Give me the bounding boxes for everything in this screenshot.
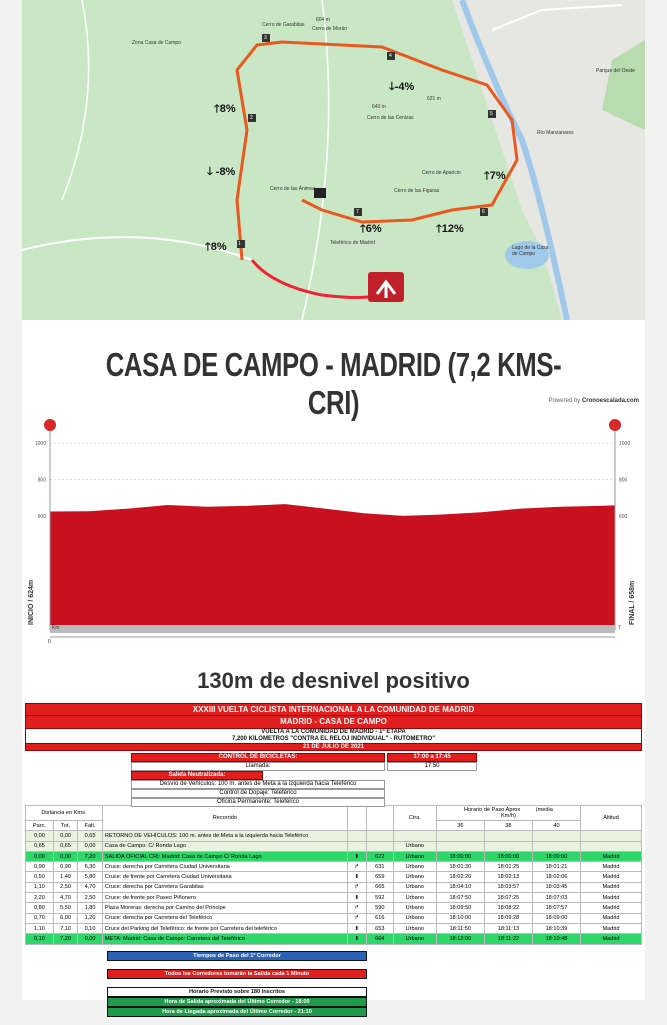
time-36 xyxy=(436,841,484,851)
table-row xyxy=(26,893,642,903)
city-name: Madrid xyxy=(581,862,642,872)
finish-flag-icon xyxy=(314,188,326,198)
altitude-header: Altitud xyxy=(581,806,642,831)
planned-schedule: Horario Previsto sobre 180 Inscritos xyxy=(107,987,367,997)
map-label: Lago de la Casa de Campo xyxy=(512,245,549,257)
gradient-label: 🡓 -8% xyxy=(207,166,236,178)
road-type: Urbano xyxy=(393,923,436,933)
distance-remaining: 1,20 xyxy=(78,913,103,923)
time-38 xyxy=(484,841,532,851)
map-label: Cerro de las Figuras xyxy=(394,188,440,194)
time-40: 18:10:48 xyxy=(532,934,580,944)
bike-control-label: CONTROL DE BICICLETAS: xyxy=(131,753,385,762)
distance-total: 7,20 xyxy=(53,934,77,944)
partial-header: Parc. xyxy=(26,821,54,831)
time-40: 18:03:45 xyxy=(532,882,580,892)
map-label: Cerro de Morán xyxy=(312,26,348,32)
stage-date: 21 DE JULIO DE 2021 xyxy=(25,743,642,751)
time-36: 18:00:00 xyxy=(436,851,484,861)
time-36: 18:02:20 xyxy=(436,872,484,882)
distance-partial: 0,50 xyxy=(26,872,54,882)
route-header: Recorrido xyxy=(102,806,347,831)
road-type xyxy=(393,831,436,841)
gradient-label: 🡑8% xyxy=(205,241,227,253)
content-card xyxy=(22,0,645,1015)
km-axis-label: Km xyxy=(52,625,60,631)
time-40: 18:00:00 xyxy=(532,851,580,861)
city-name xyxy=(581,841,642,851)
first-rider-times: Tiempos de Paso del 1º Corredor xyxy=(107,951,367,961)
gradient-label: 🡑6% xyxy=(360,223,382,235)
map-label: Zona Casa de Campo xyxy=(132,40,181,46)
time-38: 18:00:00 xyxy=(484,851,532,861)
route-description: Cruce del Parking del Teleférico: de frente por Carretera del teleférico xyxy=(102,923,347,933)
table-row xyxy=(26,913,642,923)
distance-remaining: 6,30 xyxy=(78,862,103,872)
control-section xyxy=(25,751,642,805)
call-label: Llamada: xyxy=(131,762,385,771)
direction-icon: ⬆ xyxy=(347,893,366,903)
distance-total: 1,40 xyxy=(53,872,77,882)
route-description: Cruce: de frente por Paseo Piñonero xyxy=(102,893,347,903)
time-38: 18:11:22 xyxy=(484,934,532,944)
map-label: 643 m xyxy=(372,104,386,110)
distance-remaining: 2,50 xyxy=(78,893,103,903)
y-tick-label: 800 xyxy=(37,477,46,484)
distance-total: 0,00 xyxy=(53,851,77,861)
road-type: Urbano xyxy=(393,841,436,851)
start-interval: Todos los Corredores tomarán la Salida cada 1 Minuto xyxy=(107,969,367,979)
gradient-label: 🡓-4% xyxy=(389,81,415,93)
map-label: Teleférico de Madrid xyxy=(330,240,376,246)
start-altitude-label: INICIO / 624m xyxy=(28,579,35,625)
permanent-office: Oficina Permanente: Teleférico xyxy=(131,798,385,807)
altitude-value: 664 xyxy=(366,934,393,944)
route-map[interactable] xyxy=(22,0,645,320)
altitude-value: 631 xyxy=(366,862,393,872)
road-type: Urbano xyxy=(393,851,436,861)
doping-control: Control de Dopaje: Teleférico xyxy=(131,789,385,798)
map-label: Cerro de Aparicio xyxy=(422,170,461,176)
distance-remaining: 7,20 xyxy=(78,851,103,861)
time-38: 18:08:22 xyxy=(484,903,532,913)
altitude-value: 665 xyxy=(366,882,393,892)
gradient-label: 🡑8% xyxy=(214,103,236,115)
vehicle-detour: Desvío de Vehículos: 100 m. antes de Meta a la izquierda hacia Teleférico xyxy=(131,780,385,789)
stage-info: VUELTA A LA COMUNIDAD DE MADRID - 1ª ETAPA xyxy=(25,729,642,736)
distance-total: 0,65 xyxy=(53,841,77,851)
distance-remaining: 5,80 xyxy=(78,872,103,882)
time-38: 18:03:57 xyxy=(484,882,532,892)
time-38: 18:02:13 xyxy=(484,872,532,882)
distance-total: 2,50 xyxy=(53,882,77,892)
direction-icon: ↱ xyxy=(347,862,366,872)
time-36: 18:09:50 xyxy=(436,903,484,913)
table-header-subtitle: MADRID - CASA DE CAMPO xyxy=(25,716,642,729)
table-row xyxy=(26,841,642,851)
table-row xyxy=(26,851,642,861)
road-header: Ctra. xyxy=(393,806,436,831)
distance-partial: 2,20 xyxy=(26,893,54,903)
neutral-start-label: Salida Neutralizada: xyxy=(131,771,263,780)
distance-total: 5,50 xyxy=(53,903,77,913)
road-type: Urbano xyxy=(393,893,436,903)
route-grid xyxy=(25,805,642,945)
distance-header: Distancia en Kms. xyxy=(26,806,103,821)
table-row xyxy=(26,862,642,872)
route-description: Casa de Campo: C/ Ronda Lago xyxy=(102,841,347,851)
time-38 xyxy=(484,831,532,841)
distance-partial: 0,70 xyxy=(26,913,54,923)
table-row xyxy=(26,882,642,892)
distance-partial: 0,65 xyxy=(26,841,54,851)
distance-remaining: 0,00 xyxy=(78,841,103,851)
route-description: SALIDA OFICIAL CRI: Madrid: Casa de Campo C/ Ronda Lago xyxy=(102,851,347,861)
road-type: Urbano xyxy=(393,903,436,913)
time-40 xyxy=(532,831,580,841)
table-row xyxy=(26,934,642,944)
table-row xyxy=(26,831,642,841)
map-label: Cerro de las Ánimas xyxy=(270,186,316,192)
y-tick-label: 800 xyxy=(619,477,628,484)
distance-partial: 1,10 xyxy=(26,882,54,892)
road-type: Urbano xyxy=(393,934,436,944)
time-36: 18:12:00 xyxy=(436,934,484,944)
time-36: 18:07:50 xyxy=(436,893,484,903)
y-tick-label: 1000 xyxy=(619,441,631,448)
altitude-value: 653 xyxy=(366,923,393,933)
table-row xyxy=(26,872,642,882)
table-row xyxy=(26,923,642,933)
elevation-gain-text: 130m de desnivel positivo xyxy=(197,668,470,693)
elevation-profile xyxy=(22,415,645,650)
x-end-tick: 7 xyxy=(618,625,621,631)
schedule-header: Horario de Paso Aprox (media Km/h) xyxy=(436,806,580,821)
total-header: Tot. xyxy=(53,821,77,831)
speed-40-header: 40 xyxy=(532,821,580,831)
time-40: 18:07:57 xyxy=(532,903,580,913)
time-36 xyxy=(436,831,484,841)
waypoint-label: 5 xyxy=(490,111,493,117)
time-40: 18:10:39 xyxy=(532,923,580,933)
time-38: 18:07:25 xyxy=(484,893,532,903)
route-description: Cruce: derecha por Carretera Ciudad Universitaria xyxy=(102,862,347,872)
map-label: Cerro de las Cenizas xyxy=(367,115,414,121)
altitude-value: 592 xyxy=(366,893,393,903)
distance-partial: 0,00 xyxy=(26,851,54,861)
distance-remaining: 0,65 xyxy=(78,831,103,841)
city-name: Madrid xyxy=(581,851,642,861)
powered-by[interactable]: Powered by Cronoescalada.com xyxy=(548,398,639,404)
direction-icon: ⬆ xyxy=(347,923,366,933)
table-footer xyxy=(25,945,642,1025)
distance-partial: 0,90 xyxy=(26,862,54,872)
route-description: RETORNO DE VEHÍCULOS: 100 m. antes de Meta a la izquierda hacia Teleférico xyxy=(102,831,347,841)
altitude-value: 622 xyxy=(366,851,393,861)
waypoint-label: 1 xyxy=(238,241,241,247)
stage-distance: 7,200 KILOMETROS "CONTRA EL RELOJ INDIVIDUAL" - RUTOMETRO" xyxy=(25,736,642,743)
direction-icon xyxy=(347,841,366,851)
profile-area xyxy=(50,504,615,625)
gradient-label: 🡑7% xyxy=(484,170,506,182)
table-header-title: XXXIII VUELTA CICLISTA INTERNACIONAL A LA COMUNIDAD DE MADRID xyxy=(25,703,642,716)
road-type: Urbano xyxy=(393,872,436,882)
distance-partial: 0,00 xyxy=(26,831,54,841)
route-description: Cruce: de frente por Carretera Ciudad Universitaria xyxy=(102,872,347,882)
time-36: 18:01:30 xyxy=(436,862,484,872)
speed-38-header: 38 xyxy=(484,821,532,831)
last-rider-finish: Hora de Llegada aproximada del Último Corredor - 21:10 xyxy=(107,1007,367,1017)
altitude-value: 590 xyxy=(366,903,393,913)
map-label: Parque del Oeste xyxy=(596,68,635,74)
city-name: Madrid xyxy=(581,882,642,892)
bike-control-time: 17:00 a 17:45 xyxy=(387,753,477,762)
time-38: 18:11:13 xyxy=(484,923,532,933)
distance-remaining: 1,80 xyxy=(78,903,103,913)
altitude-value xyxy=(366,831,393,841)
city-name: Madrid xyxy=(581,903,642,913)
time-38: 18:09:28 xyxy=(484,913,532,923)
road-type: Urbano xyxy=(393,862,436,872)
y-tick-label: 1000 xyxy=(34,441,46,448)
map-label: Río Manzanares xyxy=(537,130,574,136)
map-label: Cerro de Garabitas xyxy=(262,22,305,28)
distance-total: 4,70 xyxy=(53,893,77,903)
y-tick-label: 600 xyxy=(37,513,46,520)
distance-remaining: 0,00 xyxy=(78,934,103,944)
time-36: 18:11:50 xyxy=(436,923,484,933)
direction-icon: ↱ xyxy=(347,913,366,923)
map-canvas xyxy=(22,0,645,320)
direction-icon: ⬆ xyxy=(347,934,366,944)
road-type: Urbano xyxy=(393,913,436,923)
city-name: Madrid xyxy=(581,923,642,933)
direction-icon: ↱ xyxy=(347,882,366,892)
remaining-header: Falt. xyxy=(78,821,103,831)
distance-partial: 1,10 xyxy=(26,923,54,933)
direction-icon xyxy=(347,831,366,841)
finish-icon xyxy=(609,419,621,431)
distance-partial: 0,80 xyxy=(26,903,54,913)
route-description: Cruce: derecha por Carretera del Teleférico xyxy=(102,913,347,923)
route-description: META: Madrid: Casa de Campo: Carretera del Teleférico xyxy=(102,934,347,944)
altitude-value xyxy=(366,841,393,851)
route-table xyxy=(25,703,642,1025)
last-rider-start: Hora de Salida aproximada del Último Corredor - 18:00 xyxy=(107,997,367,1007)
time-36: 18:04:10 xyxy=(436,882,484,892)
altitude-value: 659 xyxy=(366,872,393,882)
time-40: 18:07:03 xyxy=(532,893,580,903)
road-type: Urbano xyxy=(393,882,436,892)
time-38: 18:01:25 xyxy=(484,862,532,872)
x-start-tick: 0 xyxy=(48,639,51,645)
distance-total: 6,00 xyxy=(53,913,77,923)
time-40: 18:02:06 xyxy=(532,872,580,882)
distance-remaining: 4,70 xyxy=(78,882,103,892)
distance-total: 0,90 xyxy=(53,862,77,872)
distance-partial: 0,10 xyxy=(26,934,54,944)
city-name: Madrid xyxy=(581,872,642,882)
time-40: 18:01:21 xyxy=(532,862,580,872)
city-name: Madrid xyxy=(581,913,642,923)
city-name: Madrid xyxy=(581,934,642,944)
speed-36-header: 36 xyxy=(436,821,484,831)
time-40 xyxy=(532,841,580,851)
gradient-label: 🡑12% xyxy=(436,223,464,235)
route-description: Cruce: derecha por Carretera Garabitas xyxy=(102,882,347,892)
table-row xyxy=(26,903,642,913)
time-36: 18:10:00 xyxy=(436,913,484,923)
map-label: 621 m xyxy=(427,96,441,102)
waypoint-label: 2 xyxy=(250,115,253,121)
altitude-value: 616 xyxy=(366,913,393,923)
city-name: Madrid xyxy=(581,893,642,903)
y-tick-label: 600 xyxy=(619,513,628,520)
km-bar xyxy=(50,625,615,633)
waypoint-label: 7 xyxy=(356,209,359,215)
time-40: 18:09:00 xyxy=(532,913,580,923)
waypoint-label: 3 xyxy=(264,35,267,41)
finish-altitude-label: FINAL / 658m xyxy=(629,580,636,625)
call-time: 17:50 xyxy=(387,762,477,771)
direction-icon: ⬆ xyxy=(347,872,366,882)
map-label: 604 m xyxy=(316,17,330,23)
page-title: CASA DE CAMPO - MADRID (7,2 KMS-CRI) xyxy=(105,346,562,421)
profile-chart xyxy=(22,415,645,650)
route-description: Plaza Moreras: derecha por Camino del Príncipe xyxy=(102,903,347,913)
distance-remaining: 0,10 xyxy=(78,923,103,933)
waypoint-label: 6 xyxy=(482,209,485,215)
distance-total: 0,00 xyxy=(53,831,77,841)
direction-icon: ↱ xyxy=(347,903,366,913)
direction-icon: ⬆ xyxy=(347,851,366,861)
city-name xyxy=(581,831,642,841)
waypoint-label: 4 xyxy=(389,53,392,59)
distance-total: 7,10 xyxy=(53,923,77,933)
start-icon xyxy=(44,419,56,431)
